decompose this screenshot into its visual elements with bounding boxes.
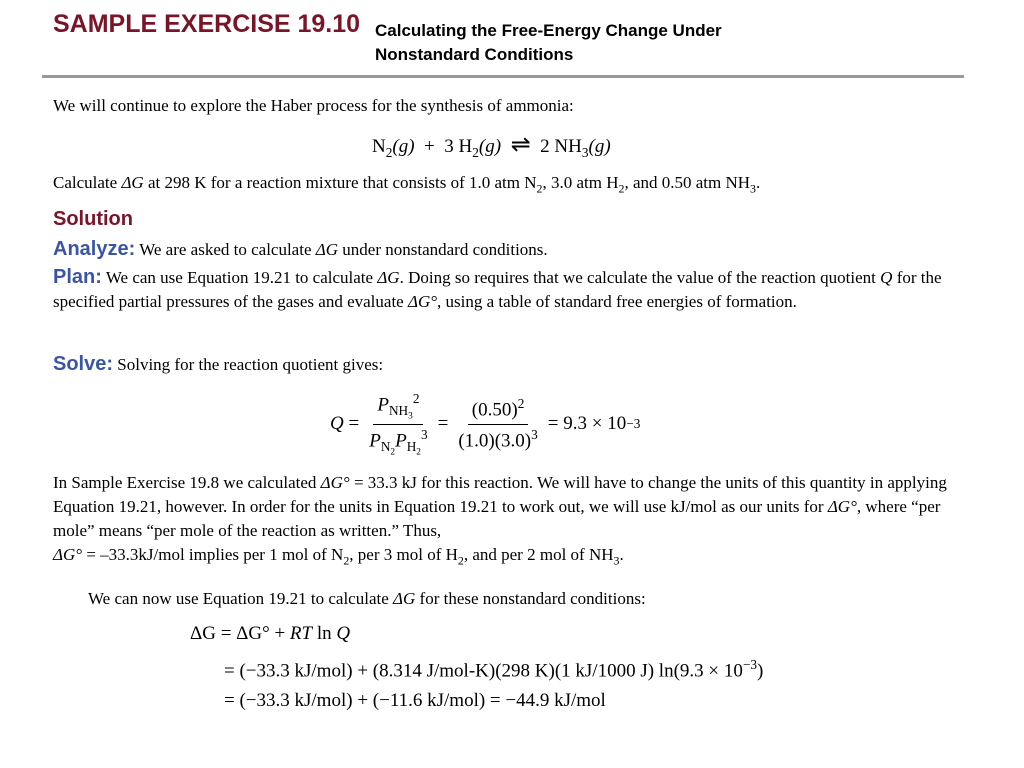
solve-label: Solve: (53, 353, 114, 375)
reaction-quotient-equation: Q = $\frac{P_{NH_3}^2}{P_{N_2}P_{H_2}^3}$ = $\frac{(0.50)^2}{(1.0)(3.0)^3}$ = 9.3 × 10 −3 (330, 390, 641, 458)
delta-g-equation-line-1: ΔG = ΔG° + RT ln Q (190, 623, 351, 644)
units-paragraph: In Sample Exercise 19.8 we calculated ΔG° = 33.3 kJ for this reaction. We will have to change the units of this quantity in applying Equation 19.21, however. In order for the units in Equation 19.21 to work out, we will use kJ/mol as our units for ΔG°, where “per mole” means “per mole of the reaction as written.” Thus, ΔG° = –33.3kJ/mol implies per 1 mol of $N_2$, per 3 mol of $H_2$, and per 2 mol of $NH_3$. (53, 473, 947, 568)
intro-text: We will continue to explore the Haber process for the synthesis of ammonia: (53, 96, 574, 115)
exercise-title: SAMPLE EXERCISE 19.10 (53, 10, 361, 38)
problem-statement: Calculate ΔG at 298 K for a reaction mixture that consists of 1.0 atm $N_2$, 3.0 atm $H_2$, and 0.50 atm $NH_3$. (53, 173, 761, 196)
plan-label: Plan: (53, 266, 102, 288)
solve-paragraph: Solve: Solving for the reaction quotient gives: (53, 353, 384, 375)
delta-g-equation-line-2: = (−33.3 kJ/mol) + (8.314 J/mol-K)(298 K)(1 kJ/1000 J) $\ln(9.3 \times 10^{-3})$ (224, 657, 764, 682)
equilibrium-arrow: ⇌ (510, 132, 531, 158)
solution-heading: Solution (53, 208, 133, 230)
analyze-paragraph: Analyze: We are asked to calculate ΔG under nonstandard conditions. (53, 238, 548, 260)
header-divider (42, 75, 964, 78)
analyze-label: Analyze: (53, 238, 136, 260)
nonstandard-intro: We can now use Equation 19.21 to calculate ΔG for these nonstandard conditions: (88, 589, 646, 608)
exercise-subtitle (375, 19, 835, 67)
q-symbolic-fraction: $\frac{P_{NH_3}^2}{P_{N_2}P_{H_2}^3}$ (369, 390, 428, 458)
plan-paragraph: Plan: We can use Equation 19.21 to calculate ΔG. Doing so requires that we calculate the value of the reaction quotient Q for the specified partial pressures of the gases and evaluate ΔG°, using a table of standard free energies of formation. (53, 266, 942, 311)
subtitle-line-2: Nonstandard Conditions (375, 45, 574, 64)
haber-reaction: $N_2(g) + 3$ $H_2(g)$ ⇌ 2 $NH_3(g)$ (372, 132, 611, 160)
subtitle-line-1: Calculating the Free-Energy Change Under (375, 21, 722, 40)
q-numeric-fraction: $\frac{(0.50)^2}{(1.0)(3.0)^3}$ (458, 396, 538, 451)
delta-g-equation-line-3: = (−33.3 kJ/mol) + (−11.6 kJ/mol) = −44.9 kJ/mol (224, 690, 606, 711)
